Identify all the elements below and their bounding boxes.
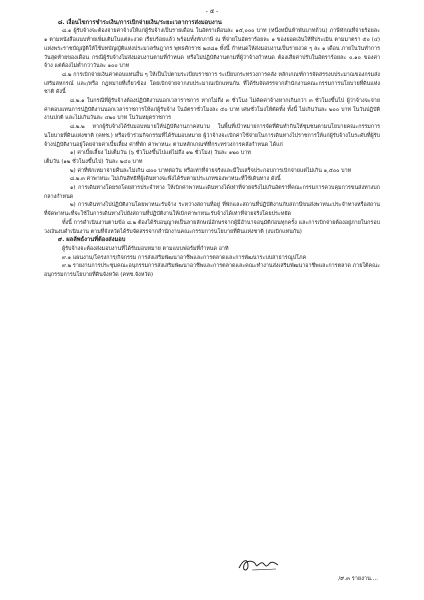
clause-8-note: ทั้งนี้ การดำเนินงานตามข้อ ๘.๒ ต้องได้รับอนุญาตเป็นลายลักษณ์อักษรจากผู้มีอำนาจอนุมัติก่อนทุกครั้ง และการเบิกจ่ายต้องอยู่ภายในกรอบวงเงินงบดำเนินงาน ตามที่จังหวัดได้รับจัดสรรจากสำนักงานคณะกรรมการนโยบายที่ดินแห่งชาติ (งบเบิกแทนกัน) (44, 219, 380, 235)
clause-9-2: ๙.๒ รายงานการประชุมคณะอนุกรรมการส่งเสริมพัฒนาอาชีพและการตลาดและคณะทำงานส่งเสริมพัฒนาอาชีพและการตลาด ภายใต้คณะอนุกรรมการนโยบายที่ดินจังหวัด (คทช.จังหวัด) (44, 263, 380, 279)
clause-8-2-3: ๘.๒.๓ ค่าพาหนะ ไม่เกินสิทธิที่ผู้เดินทางจะพึงได้รับตามประเภทของพาหนะที่ใช้เดินทาง ดังนี้ (70, 176, 281, 183)
clause-8-2-3-item-2: ๒) การเดินทางไปปฏิบัติงานโดยพาหนะรับจ้าง ระหว่างสถานที่อยู่ ที่พักและสถานที่ปฏิบัติงานกับสถานีขนส่งพาหนะประจำทางหรือสถานที่จัดพาหนะที่จะใช้ในการเดินทางไปยังสถานที่ปฏิบัติงานให้เบิกค่าพาหนะรับจ้างได้เท่าที่จ่ายจริงโดยประหยัด (44, 202, 380, 218)
signature (236, 556, 282, 574)
section-8-heading: ๘. เงื่อนไขการชำระเงิน/การเบิกจ่ายเงิน/ระยะเวลาการส่งมอบงาน (58, 19, 222, 26)
clause-8-2-2-item-1: ๑) ค่าเบี้ยเลี้ยง ไม่เต็มวัน (๖ ชั่วโมงขึ้นไปแต่ไม่ถึง ๑๒ ชั่วโมง) วันละ ๑๒๐ บาท (70, 150, 251, 157)
clause-8-2-1: ๘.๒.๑ ในกรณีที่ผู้รับจ้างต้องปฏิบัติงานนอกเวลาราชการ หากไม่ถึง ๓ ชั่วโมง ไม่คิดค่าจ้างหากเกินกว่า ๓ ชั่วโมงขึ้นไป ผู้ว่าจ้างจะจ่ายค่าตอบแทนการปฏิบัติงานนอกเวลาราชการให้แก่ผู้รับจ้าง ในอัตราชั่วโมงละ ๕๐ บาท เศษชั่วโมงให้ตัดทิ้ง ทั้งนี้ ไม่เกินวันละ ๒๐๐ บาท ในวันปฏิบัติงานปกติ และไม่เกินวันละ ๔๒๐ บาท ในวันหยุดราชการ (44, 98, 380, 122)
clause-8-2: ๘.๒ การเบิกจ่ายเงินค่าตอบแทนอื่น ๆ ให้เป็นไปตามระเบียบราชการ ระเบียบกระทรวงการคลัง หลักเกณฑ์การจัดสรรงบประมาณของกรมส่งเสริมสหกรณ์ และ/หรือ กฎหมายที่เกี่ยวข้อง โดยเบิกจ่ายจากงบประมาณเบิกแทนกัน ที่ได้รับจัดสรรจากสำนักงานคณะกรรมการนโยบายที่ดินแห่งชาติ ดังนี้ (44, 71, 380, 96)
page-number: - ๕ - (205, 8, 219, 15)
clause-8-2-2-item-1-cont: เต็มวัน (๑๒ ชั่วโมงขึ้นไป) วันละ ๒๔๐ บาท (44, 158, 143, 165)
next-page-continuation: /๙.๓ รายงาน.... (338, 576, 378, 582)
clause-9-1: ๙.๑ แผนงาน/โครงการ/กิจกรรม การส่งเสริมพัฒนาอาชีพและการตลาดและการพัฒนาระบบสาธารณูปโภค (62, 254, 307, 261)
clause-8-2-3-item-1: ๑) การเดินทางโดยรถโดยสารประจำทาง ให้เบิกค่าพาหนะเดินทางได้เท่าที่จ่ายจริงไม่เกินอัตราที่คณะกรรมการควบคุมการขนส่งทางบกกลางกำหนด (44, 185, 380, 200)
clause-8-1: ๘.๑ ผู้รับจ้างจะต้องจ่ายค่าจ้างให้แก่ผู้รับจ้างเป็นรายเดือน ในอัตราเดือนละ ๑๕,๐๐๐ บาท (หนึ่งหมื่นห้าพันบาทถ้วน) ภาษีหักณที่จ่ายร้อยละ ๑ ตามหนังสือแนบท้ายเพิ่มเติมในแต่ละงวด เรียบร้อยแล้ว พร้อมทั้งทักภาษี ณ ที่จ่ายในอัตราร้อยละ ๑ ของยอดเงินให้ทีประเมิน ตามมาตรา ๕๐ (๔) แห่งพระราชบัญญัติให้ใช้บทบัญญัติแห่งประมวลรัษฎากร พุทธศักราช ๒๔๘๑ ทั้งนี้ กำหนดให้ส่งมอบงานเป็นรายงวด ๆ ละ ๑ เดือน ภายในวันทำการวันสุดท้ายของเดือน กรณีผู้รับจ้างไม่ส่งมอบงานตามที่กำหนด หรือไม่ปฏิบัติงานตามที่ผู้ว่าจ้างกำหนด ต้องเสียค่าปรับในอัตราร้อยละ ๐.๑๐ ของค่าจ้าง แต่ต้องไม่ต่ำกว่าวันละ ๑๐๐ บาท (44, 28, 380, 70)
section-9-intro: ผู้รับจ้างจะต้องส่งมอบงานที่ได้รับมอบหมาย ตามแบบฟอร์มที่กำหนด อาทิ (62, 245, 229, 252)
clause-8-2-2: ๘.๒.๒ หากผู้รับจ้างได้รับมอบหมายให้ปฏิบัติงานภาคสนาม ในพื้นที่เป้าหมายการจัดที่ดินทำกินให้ชุมชนตามนโยบายคณะกรรมการนโยบายที่ดินแห่งชาติ (คทช.) หรือเข้าร่วมกิจกรรมที่ได้รับมอบหมาย ผู้ว่าจ้างจะเบิกค่าใช้จ่ายในการเดินทางไปราชการให้แก่ผู้รับจ้างในระดับที่ผู้รับจ้างปฏิบัติงานอยู่โดยจ่ายค่าเบี้ยเลี้ยง ค่าที่พัก ค่าพาหนะ ตามหลักเกณฑ์ที่กระทรวงการคลังกำหนด ได้แก่ (44, 124, 380, 148)
section-9-heading: ๙. ผลลัพธ์งานที่ต้องส่งมอบ (58, 237, 126, 244)
clause-8-2-2-item-2: ๒) ค่าที่พักเหมาจ่ายคืนละไม่เกิน ๘๐๐ บาทต่อวัน หรือเท่าที่จ่ายจริงและมีใบเสร็จประกอบการเบิกจ่ายแต่ไม่เกิน ๑,๕๐๐ บาท (70, 167, 352, 174)
